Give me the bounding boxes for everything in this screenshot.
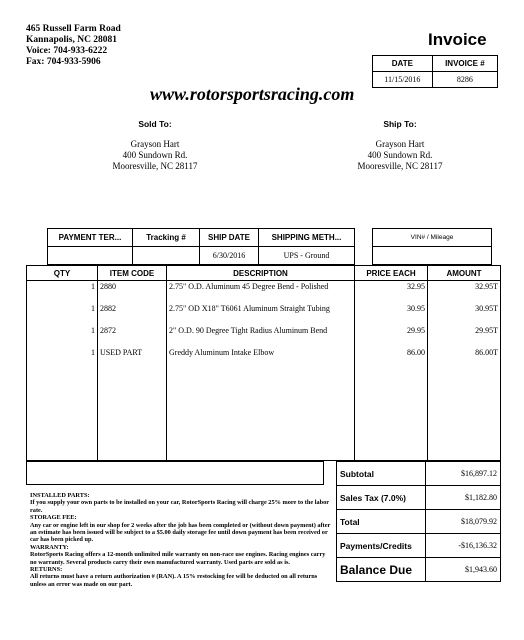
balance-due-value: $1,943.60 [426,558,501,582]
table-row [27,303,501,325]
total-value: $18,079.92 [426,510,501,534]
totals-table [336,461,501,582]
invoice-meta-table [372,55,498,88]
sold-to-heading: Sold To: [138,119,172,129]
invoice-number-header: INVOICE # [432,56,497,72]
tracking-header: Tracking # [133,229,200,247]
sold-to-city: Mooresville, NC 28117 [112,161,198,171]
description-header: DESCRIPTION [167,266,355,281]
payment-terms-header: PAYMENT TER... [48,229,133,247]
sales-tax-label: Sales Tax (7.0%) [337,486,426,510]
company-website: www.rotorsportsracing.com [150,84,355,104]
address-line-1: 465 Russell Farm Road [26,24,121,34]
price-each-header: PRICE EACH [355,266,428,281]
payments-label: Payments/Credits [337,534,426,558]
shipping-method-header: SHIPPING METH... [259,229,355,247]
item-price: 30.95 [355,303,428,325]
vin-mileage-table [372,228,492,265]
table-row [27,347,501,359]
item-qty: 1 [27,325,98,347]
vin-header: VIN# / Mileage [373,229,492,247]
date-header: DATE [373,56,433,72]
item-price: 32.95 [355,281,428,303]
item-code: 2880 [98,281,167,303]
sold-to-name: Grayson Hart [130,139,180,149]
table-filler-row [27,359,501,461]
item-code: 2872 [98,325,167,347]
invoice-title: Invoice [428,30,487,49]
note-text: RotorSports Racing offers a 12-month unlimited mile warranty on non-race use engines. Racing engines carry no warranty. Several products carry their own manufactured warranty. Used parts are sold as is. [30,551,326,566]
item-description: 2.75" OD X18" T6061 Aluminum Straight Tubing [167,303,355,325]
item-qty: 1 [27,303,98,325]
subtotal-label: Subtotal [337,462,426,486]
note-heading: STORAGE FEE: [30,514,77,522]
note-heading: INSTALLED PARTS: [30,492,90,499]
qty-header: QTY [27,266,98,281]
item-amount: 86.00T [428,347,501,359]
sold-to-street: 400 Sundown Rd. [122,150,188,160]
payments-value: -$16,136.32 [426,534,501,558]
note-text: Any car or engine left in our shop for 2 weeks after the job has been completed or (without down payment) after an estimate has been issued will be subject to a $5.00 daily storage fee until down payment has been received or car has been picked up. [30,521,331,544]
payment-terms-value [48,247,133,265]
item-amount: 32.95T [428,281,501,303]
item-qty: 1 [27,347,98,359]
sales-tax-value: $1,182.80 [426,486,501,510]
memo-box [26,461,324,485]
sold-to-block [90,119,220,172]
table-row [27,325,501,347]
invoice-date: 11/15/2016 [373,72,433,88]
ship-to-heading: Ship To: [383,119,417,129]
invoice-number: 8286 [432,72,497,88]
tracking-value [133,247,200,265]
total-label: Total [337,510,426,534]
item-amount: 30.95T [428,303,501,325]
voice-line: Voice: 704-933-6222 [26,46,108,56]
line-items-table [26,265,501,461]
note-heading: WARRANTY: [30,543,69,551]
terms-notes [30,492,332,588]
item-qty: 1 [27,281,98,303]
ship-to-block [335,119,465,172]
ship-to-city: Mooresville, NC 28117 [357,161,443,171]
ship-to-name: Grayson Hart [375,139,425,149]
company-address [26,24,121,68]
ship-to-street: 400 Sundown Rd. [367,150,433,160]
table-row [27,281,501,303]
item-price: 29.95 [355,325,428,347]
fax-line: Fax: 704-933-5906 [26,57,101,67]
amount-header: AMOUNT [428,266,501,281]
note-heading: RETURNS: [30,566,63,574]
item-code-header: ITEM CODE [98,266,167,281]
item-description: 2" O.D. 90 Degree Tight Radius Aluminum Bend [167,325,355,347]
subtotal-value: $16,897.12 [426,462,501,486]
note-text: If you supply your own parts to be installed on your car, RotorSports Racing will charge 25% more to the labor rate. [30,499,329,514]
balance-due-label: Balance Due [337,558,426,582]
note-text: All returns must have a return authorization # (RAN). A 15% restocking fee will be deducted on all returns unless an error was made on our part. [30,573,318,588]
item-description: 2.75" O.D. Aluminum 45 Degree Bend - Polished [167,281,355,303]
ship-date-value: 6/30/2016 [200,247,259,265]
item-price: 86.00 [355,347,428,359]
vin-value [373,247,492,265]
item-code: USED PART [98,347,167,359]
shipping-terms-table [47,228,355,265]
item-amount: 29.95T [428,325,501,347]
item-code: 2882 [98,303,167,325]
ship-date-header: SHIP DATE [200,229,259,247]
item-description: Greddy Aluminum Intake Elbow [167,347,355,359]
address-line-2: Kannapolis, NC 28081 [26,35,118,45]
shipping-method-value: UPS - Ground [259,247,355,265]
